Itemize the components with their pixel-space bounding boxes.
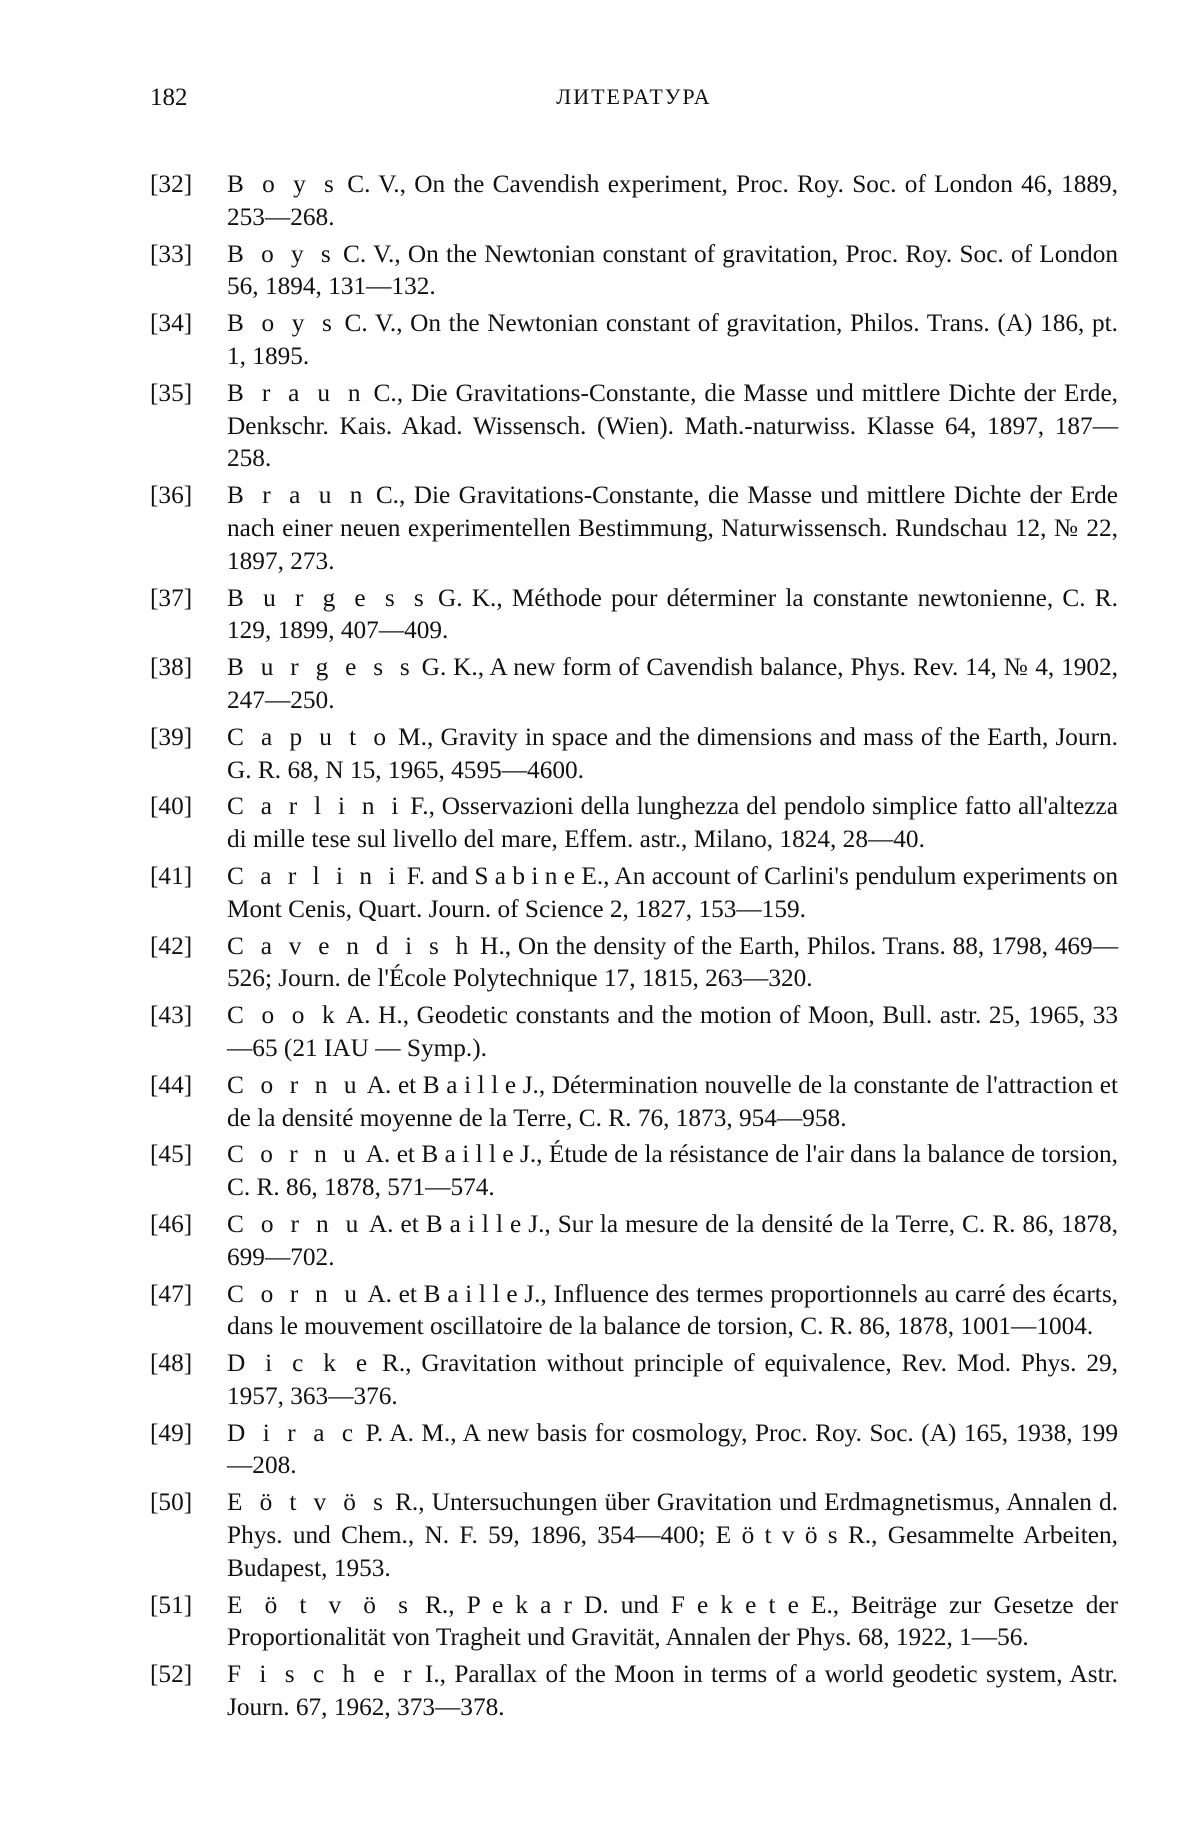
reference-item [150,1589,1118,1655]
reference-initials: H. [480,931,505,960]
reference-item [150,1069,1118,1135]
reference-item [150,721,1118,787]
reference-text: et B a i l l e J., Influence des termes proportionnels au carré des écarts, dans le mouvement oscillatoire de la balance de torsion, C. R. 86, 1878, 1001—1004. [227,1279,1118,1341]
reference-number: [49] [150,1418,193,1447]
reference-initials: A. [367,1279,392,1308]
reference-text: , Geodetic constants and the motion of Moon, Bull. astr. 25, 1965, 33—65 (21 IAU — Symp.). [227,1001,1118,1062]
reference-number: [32] [150,170,193,198]
reference-author: C o r n u [227,1070,362,1099]
reference-text: , Osservazioni della lunghezza del pendolo simplice fatto all'altezza di mille tese sul livello del mare, Effem. astr., Milano, 1824, 28—40. [227,792,1118,854]
reference-text: , Die Gravitations-Constante, die Masse und mittlere Dichte der Erde nach einer neuen experimentellen Bestimmung, Naturwissensch. Rundschau 12, № 22, 1897, 273. [227,481,1119,575]
reference-number: [38] [150,653,193,682]
reference-text: et B a i l l e J., Détermination nouvelle de la constante de l'attraction et de la densité moyenne de la Terre, C. R. 76, 1873, 954—958. [227,1070,1118,1132]
reference-text: et B a i l l e J., Étude de la résistance de l'air dans la balance de torsion, C. R. 86, 1878, 571—574. [227,1140,1118,1202]
page-number: 182 [150,84,188,111]
reference-initials: A. [366,1070,392,1099]
reference-author: B u r g e s s [227,653,415,682]
reference-item [150,1658,1118,1724]
reference-item [150,168,1118,234]
reference-initials: M. [398,722,427,751]
reference-initials: R. [425,1590,449,1619]
reference-initials: I. [424,1660,440,1689]
reference-item [150,1138,1118,1204]
reference-number: [34] [150,309,193,338]
reference-text: , Gravity in space and the dimensions and mass of the Earth, Journ. G. R. 68, N 15, 1965, 4595—4600. [227,722,1118,784]
reference-author: E ö t v ö s [227,1590,413,1619]
reference-initials: A. H. [345,1001,403,1030]
reference-author: C a r l i n i [227,861,401,890]
reference-initials: G. K. [437,583,497,612]
reference-text: , On the Newtonian constant of gravitation, Proc. Roy. Soc. of London 56, 1894, 131—132. [227,239,1119,301]
reference-author: C a r l i n i [227,792,404,821]
reference-author: E ö t v ö s [227,1488,388,1517]
reference-initials: C. [373,378,397,407]
reference-author: B r a u n [227,378,366,407]
reference-number: [45] [150,1140,193,1169]
reference-initials: C. [375,481,400,510]
reference-author: C a v e n d i s h [227,931,474,960]
reference-author: C o o k [227,1001,340,1030]
reference-text: , A new form of Cavendish balance, Phys. Rev. 14, № 4, 1902, 247—250. [227,653,1118,714]
reference-author: C o r n u [227,1279,363,1308]
reference-number: [50] [150,1488,193,1517]
reference-number: [44] [150,1070,193,1099]
reference-number: [40] [150,792,193,821]
reference-initials: F. [410,792,429,821]
reference-item [150,1208,1118,1274]
reference-number: [51] [150,1590,193,1619]
reference-item [150,1347,1118,1413]
reference-number: [37] [150,583,193,612]
reference-item [150,1417,1118,1483]
reference-initials: P. A. M. [365,1418,451,1447]
reference-author: B o y s [227,309,337,338]
reference-item [150,479,1118,577]
reference-item [150,930,1118,996]
reference-author: F i s c h e r [227,1660,417,1689]
reference-item [150,860,1118,926]
reference-text: , Parallax of the Moon in terms of a world geodetic system, Astr. Journ. 67, 1962, 373—378. [227,1660,1118,1722]
reference-item [150,1486,1118,1584]
reference-item [150,790,1118,856]
reference-item [150,377,1118,475]
reference-initials: G. K. [421,653,478,682]
reference-list [150,168,1118,1728]
reference-text: , Untersuchungen über Gravitation und Erdmagnetismus, Annalen d. Phys. und Chem., N. F. 59, 1896, 354—400; E ö t v ö s R., Gesammelte Arbeiten, Budapest, 1953. [227,1488,1119,1582]
reference-text: , On the Cavendish experiment, Proc. Roy. Soc. of London 46, 1889, 253—268. [227,170,1118,231]
reference-number: [48] [150,1349,193,1378]
reference-author: B u r g e s s [227,583,429,612]
reference-number: [52] [150,1660,193,1689]
reference-number: [42] [150,931,193,960]
reference-author: D i r a c [227,1418,359,1447]
reference-initials: A. [368,1209,394,1238]
reference-text: , P e k a r D. und F e k e t e E., Beiträge zur Gesetze der Proportionalität von Tragheit und Gravität, Annalen der Phys. 68, 1922, 1—56. [227,1590,1118,1652]
reference-initials: A. [365,1140,391,1169]
reference-author: B o y s [227,170,339,198]
reference-number: [46] [150,1209,193,1238]
reference-number: [36] [150,481,193,510]
reference-author: C a p u t o [227,722,391,751]
reference-item [150,999,1118,1065]
reference-text: , Gravitation without principle of equivalence, Rev. Mod. Phys. 29, 1957, 363—376. [227,1349,1119,1410]
reference-author: D i c k e [227,1349,373,1378]
reference-item [150,582,1118,648]
reference-author: C o r n u [227,1140,361,1169]
reference-author: C o r n u [227,1209,364,1238]
reference-number: [47] [150,1279,193,1308]
reference-text: , On the density of the Earth, Philos. Trans. 88, 1798, 469—526; Journ. de l'École Polytechnique 17, 1815, 263—320. [227,931,1119,993]
reference-text: et B a i l l e J., Sur la mesure de la densité de la Terre, C. R. 86, 1878, 699—702. [227,1209,1118,1271]
reference-initials: C. V. [343,239,395,268]
reference-number: [43] [150,1001,193,1030]
reference-initials: C. V. [344,309,397,338]
reference-number: [41] [150,861,193,890]
reference-text: and S a b i n e E., An account of Carlini's pendulum experiments on Mont Cenis, Quart. Journ. of Science 2, 1827, 153—159. [227,861,1118,923]
reference-item [150,1278,1118,1344]
reference-item [150,651,1118,717]
reference-initials: R. [381,1349,406,1378]
reference-author: B o y s [227,239,336,268]
reference-text: , A new basis for cosmology, Proc. Roy. Soc. (A) 165, 1938, 199—208. [227,1418,1118,1480]
running-title: ЛИТЕРАТУРА [556,84,712,109]
reference-item [150,238,1118,304]
reference-number: [33] [150,239,193,268]
reference-number: [39] [150,722,193,751]
reference-item [150,307,1118,373]
reference-text: , On the Newtonian constant of gravitation, Philos. Trans. (A) 186, pt. 1, 1895. [227,309,1118,370]
reference-text: , Die Gravitations-Constante, die Masse und mittlere Dichte der Erde, Denkschr. Kais. Akad. Wissensch. (Wien). Math.-naturwiss. Klasse 64, 1897, 187—258. [227,378,1119,473]
page-header [150,84,1118,124]
reference-number: [35] [150,378,193,407]
reference-initials: C. V. [347,170,400,198]
reference-initials: R. [395,1488,419,1517]
reference-author: B r a u n [227,481,368,510]
reference-initials: F. [406,861,426,890]
reference-text: , Méthode pour déterminer la constante newtonienne, C. R. 129, 1899, 407—409. [227,583,1118,645]
